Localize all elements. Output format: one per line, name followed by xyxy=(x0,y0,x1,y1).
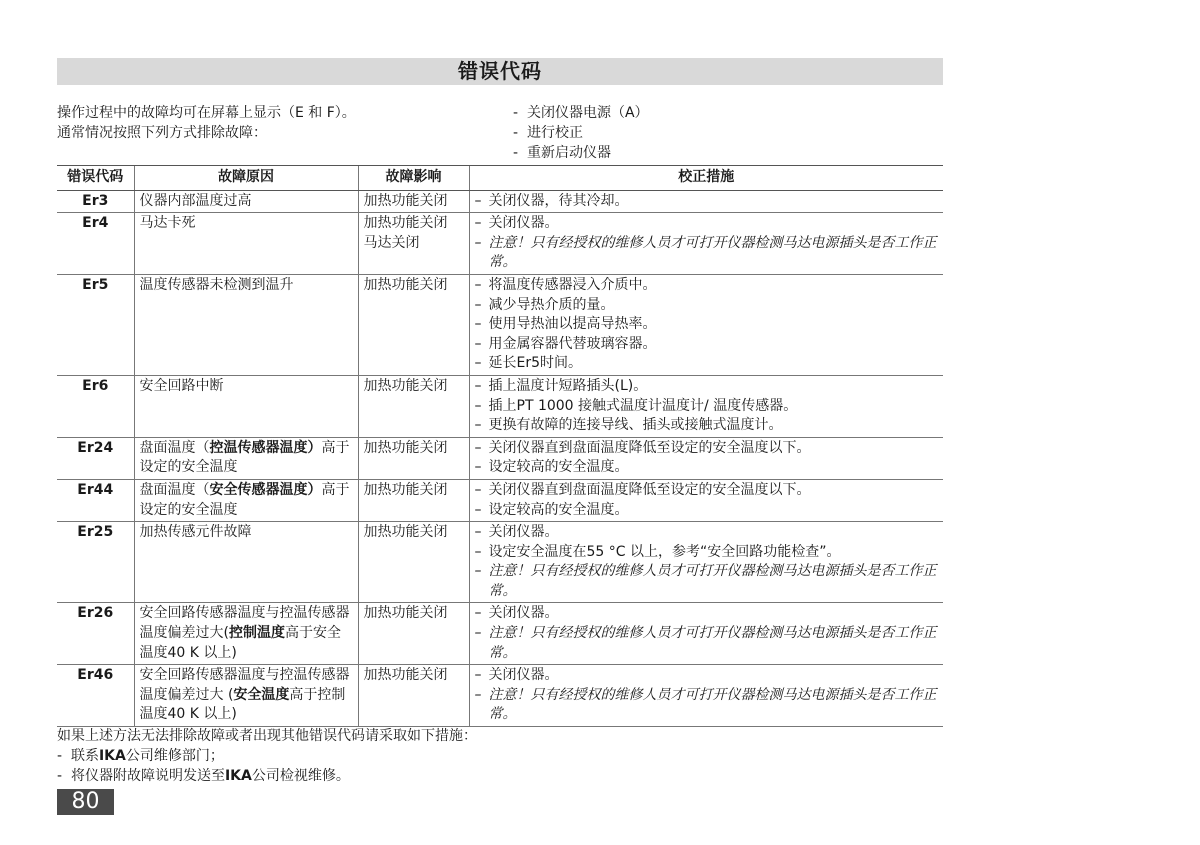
error-code: Er24 xyxy=(57,437,134,479)
intro-line: 通常情况按照下列方式排除故障： xyxy=(57,125,267,141)
action-item: – 注意！只有经授权的维修人员才可打开仪器检测马达电源插头是否工作正常。 xyxy=(475,234,939,273)
action-item: – 关闭仪器。 xyxy=(475,523,939,543)
corrective-actions xyxy=(469,603,943,665)
footer-intro: 如果上述方法无法排除故障或者出现其他错误代码请采取如下措施： xyxy=(57,728,477,744)
footer-notes xyxy=(57,726,477,786)
text-segment: 高于控制温度40 K 以上) xyxy=(139,686,346,723)
effect-line: 加热功能关闭 xyxy=(363,481,448,498)
effect-line: 加热功能关闭 xyxy=(363,215,448,232)
fault-effect xyxy=(358,665,469,727)
corrective-actions xyxy=(469,375,943,437)
text-segment: 公司维修部门； xyxy=(125,748,224,764)
text-segment: 高于安全温度40 K 以上) xyxy=(139,625,341,661)
text-segment: 安全回路传感器温度与控温传感器温度偏差过大 ( xyxy=(139,667,350,703)
intro-step: - 重新启动仪器 xyxy=(513,145,611,161)
fault-effect xyxy=(358,522,469,603)
error-code: Er6 xyxy=(57,375,134,437)
fault-effect xyxy=(358,437,469,479)
effect-line: 加热功能关闭 xyxy=(363,276,448,293)
action-item: – 插上温度计短路插头(L)。 xyxy=(475,377,939,397)
intro-step: - 关闭仪器电源（A） xyxy=(513,105,649,121)
text-segment: 仪器内部温度过高 xyxy=(139,192,252,209)
text-segment: 盘面温度（ xyxy=(139,439,210,456)
effect-line: 马达关闭 xyxy=(363,234,420,251)
action-item: – 注意！只有经授权的维修人员才可打开仪器检测马达电源插头是否工作正常。 xyxy=(475,562,939,601)
action-item: – 设定安全温度在55 °C 以上，参考“安全回路功能检查”。 xyxy=(475,543,939,563)
bold-text: 控制温度 xyxy=(228,625,285,642)
corrective-actions xyxy=(469,479,943,521)
text-segment: 安全回路中断 xyxy=(139,377,224,394)
header-cause: 故障原因 xyxy=(134,166,358,191)
table-row xyxy=(57,274,943,375)
intro-steps xyxy=(513,103,649,163)
header-effect: 故障影响 xyxy=(358,166,469,191)
fault-cause xyxy=(134,665,358,727)
intro-line: 操作过程中的故障均可在屏幕上显示（E 和 F）。 xyxy=(57,105,356,121)
action-item: – 注意！只有经授权的维修人员才可打开仪器检测马达电源插头是否工作正常。 xyxy=(475,686,939,725)
corrective-actions xyxy=(469,437,943,479)
text-segment: 马达卡死 xyxy=(139,215,196,232)
fault-cause xyxy=(134,603,358,665)
action-item: – 将温度传感器浸入介质中。 xyxy=(475,276,939,296)
table-row xyxy=(57,437,943,479)
text-segment: 高于设定的安全温度 xyxy=(139,439,350,476)
bold-text: 安全传感器温度） xyxy=(209,481,322,498)
bold-text: 控温传感器温度） xyxy=(209,439,322,456)
page-title: 错误代码 xyxy=(458,59,542,83)
table-row xyxy=(57,479,943,521)
text-segment: - 将仪器附故障说明发送至 xyxy=(57,768,225,784)
fault-cause xyxy=(134,375,358,437)
error-code: Er44 xyxy=(57,479,134,521)
error-code: Er3 xyxy=(57,190,134,213)
text-segment: 加热传感元件故障 xyxy=(139,524,252,541)
table-header-row xyxy=(57,166,943,191)
fault-effect xyxy=(358,603,469,665)
title-bar xyxy=(57,58,943,85)
text-segment: 温度传感器未检测到温升 xyxy=(139,276,294,293)
error-code: Er4 xyxy=(57,213,134,275)
fault-effect xyxy=(358,375,469,437)
error-code: Er46 xyxy=(57,665,134,727)
bold-text: 安全温度 xyxy=(233,686,290,703)
header-action: 校正措施 xyxy=(469,166,943,191)
bold-text: IKA xyxy=(98,748,126,764)
effect-line: 加热功能关闭 xyxy=(363,439,448,456)
header-code: 错误代码 xyxy=(57,166,134,191)
effect-line: 加热功能关闭 xyxy=(363,605,448,622)
effect-line: 加热功能关闭 xyxy=(363,524,448,541)
table-row xyxy=(57,522,943,603)
effect-line: 加热功能关闭 xyxy=(363,192,448,209)
fault-cause xyxy=(134,437,358,479)
text-segment: 高于设定的安全温度 xyxy=(139,481,350,518)
corrective-actions xyxy=(469,522,943,603)
action-item: – 更换有故障的连接导线、插头或接触式温度计。 xyxy=(475,416,939,436)
fault-cause xyxy=(134,274,358,375)
fault-effect xyxy=(358,479,469,521)
action-item: – 延长Er5时间。 xyxy=(475,354,939,374)
page-number: 80 xyxy=(57,789,114,815)
action-item: – 使用导热油以提高导热率。 xyxy=(475,315,939,335)
fault-effect xyxy=(358,274,469,375)
corrective-actions xyxy=(469,274,943,375)
action-item: – 设定较高的安全温度。 xyxy=(475,501,939,521)
bold-text: IKA xyxy=(224,768,252,784)
fault-cause xyxy=(134,522,358,603)
table-body xyxy=(57,190,943,726)
fault-effect xyxy=(358,213,469,275)
footer-item xyxy=(57,766,477,786)
error-code: Er25 xyxy=(57,522,134,603)
effect-line: 加热功能关闭 xyxy=(363,377,448,394)
corrective-actions xyxy=(469,213,943,275)
action-item: – 关闭仪器。 xyxy=(475,604,939,624)
table-row xyxy=(57,603,943,665)
fault-cause xyxy=(134,213,358,275)
footer-item xyxy=(57,746,477,766)
action-item: – 关闭仪器，待其冷却。 xyxy=(475,192,939,212)
fault-effect xyxy=(358,190,469,213)
effect-line: 加热功能关闭 xyxy=(363,667,448,684)
fault-cause xyxy=(134,190,358,213)
table-row xyxy=(57,375,943,437)
text-segment: 盘面温度（ xyxy=(139,481,210,498)
text-segment: 公司检视维修。 xyxy=(251,768,350,784)
action-item: – 注意！只有经授权的维修人员才可打开仪器检测马达电源插头是否工作正常。 xyxy=(475,624,939,663)
error-code: Er5 xyxy=(57,274,134,375)
action-item: – 关闭仪器直到盘面温度降低至设定的安全温度以下。 xyxy=(475,481,939,501)
table-row xyxy=(57,190,943,213)
text-segment: - 联系 xyxy=(57,748,99,764)
action-item: – 设定较高的安全温度。 xyxy=(475,458,939,478)
intro-step: - 进行校正 xyxy=(513,125,583,141)
action-item: – 关闭仪器。 xyxy=(475,666,939,686)
intro-left xyxy=(57,103,356,143)
corrective-actions xyxy=(469,665,943,727)
action-item: – 关闭仪器。 xyxy=(475,214,939,234)
corrective-actions xyxy=(469,190,943,213)
table-row xyxy=(57,213,943,275)
error-code: Er26 xyxy=(57,603,134,665)
action-item: – 用金属容器代替玻璃容器。 xyxy=(475,335,939,355)
action-item: – 减少导热介质的量。 xyxy=(475,296,939,316)
table-row xyxy=(57,665,943,727)
action-item: – 关闭仪器直到盘面温度降低至设定的安全温度以下。 xyxy=(475,439,939,459)
action-item: – 插上PT 1000 接触式温度计温度计/ 温度传感器。 xyxy=(475,397,939,417)
fault-cause xyxy=(134,479,358,521)
error-code-table xyxy=(57,165,943,727)
text-segment: 安全回路传感器温度与控温传感器温度偏差过大( xyxy=(139,605,350,642)
